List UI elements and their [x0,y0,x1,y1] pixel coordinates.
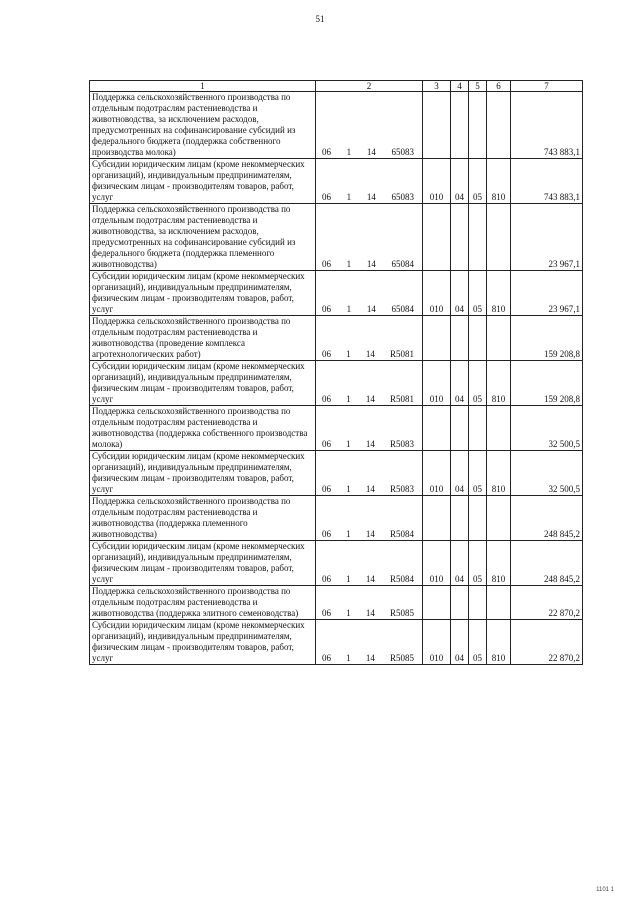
row-c3 [423,92,451,159]
code-part: 14 [365,653,375,663]
row-c6 [487,204,511,271]
code-part: 1 [346,192,352,202]
row-name: Субсидии юридическим лицам (кроме некоммерческих организаций), индивидуальным предпринимателям, физическим лицам - производителям товаров, работ, услуг [90,361,316,406]
row-c4 [451,316,469,361]
table-row [90,204,583,271]
row-c3: 010 [423,541,451,586]
row-c4: 04 [451,361,469,406]
table-row [90,271,583,316]
table-row [90,496,583,541]
code-part: 1 [346,259,352,269]
row-name: Поддержка сельскохозяйственного производства по отдельным подотраслям растениеводства и животноводства, за исключением расходов, предусмотренных на софинансирование субсидий из федерального бюджета (поддержка собственного производства молока) [90,92,316,159]
row-c4 [451,496,469,541]
row-c4 [451,406,469,451]
row-name: Поддержка сельскохозяйственного производства по отдельным подотраслям растениеводства и животноводства (проведение комплекса агротехнологических работ) [90,316,316,361]
code-part: R5085 [389,608,414,618]
code-part: 1 [346,349,351,359]
row-name: Поддержка сельскохозяйственного производства по отдельным подотраслям растениеводства и животноводства (поддержка элитного семеноводства) [90,586,316,620]
row-codes [316,451,423,496]
row-c5 [469,496,487,541]
row-c6: 810 [487,159,511,204]
row-c7: 22 870,2 [511,620,583,665]
row-codes [316,159,423,204]
footer-mark: 1101 1 [596,887,614,893]
table-row [90,361,583,406]
row-name: Субсидии юридическим лицам (кроме некоммерческих организаций), индивидуальным предпринимателям, физическим лицам - производителям товаров, работ, услуг [90,271,316,316]
row-c6: 810 [487,541,511,586]
row-name: Поддержка сельскохозяйственного производства по отдельным подотраслям растениеводства и животноводства, за исключением расходов, предусмотренных на софинансирование субсидий из федерального бюджета (поддержка племенного животноводства) [90,204,316,271]
row-c5: 05 [469,541,487,586]
row-c7: 743 883,1 [511,92,583,159]
row-c4: 04 [451,541,469,586]
code-part: 06 [322,653,331,663]
row-c6: 810 [487,361,511,406]
row-c3: 010 [423,620,451,665]
row-name: Поддержка сельскохозяйственного производства по отдельным подотраслям растениеводства и животноводства (поддержка племенного животноводства) [90,496,316,541]
row-c3 [423,316,451,361]
code-part: 1 [346,394,351,404]
row-name: Субсидии юридическим лицам (кроме некоммерческих организаций), индивидуальным предпринимателям, физическим лицам - производителям товаров, работ, услуг [90,620,316,665]
code-part: R5085 [389,653,414,663]
row-c4 [451,204,469,271]
row-c5: 05 [469,159,487,204]
code-part: 14 [365,439,375,449]
row-c6: 810 [487,620,511,665]
code-part: 14 [366,192,376,202]
code-part: 06 [322,147,331,157]
table-row [90,586,583,620]
header-col-4: 4 [451,81,469,92]
row-c6 [487,92,511,159]
row-c5: 05 [469,620,487,665]
row-c5 [469,406,487,451]
code-part: 14 [366,304,376,314]
code-part: R5081 [389,394,414,404]
header-col-6: 6 [487,81,511,92]
code-part: 1 [346,439,351,449]
row-codes [316,361,423,406]
row-c6: 810 [487,451,511,496]
code-part: 06 [322,304,331,314]
code-part: 65083 [391,192,414,202]
row-c4: 04 [451,159,469,204]
row-c6 [487,496,511,541]
budget-table [89,80,583,665]
row-codes [316,204,423,271]
row-name: Поддержка сельскохозяйственного производства по отдельным подотраслям растениеводства и животноводства (поддержка собственного производства молока) [90,406,316,451]
table-row [90,406,583,451]
row-codes [316,541,423,586]
row-codes [316,316,423,361]
row-c6 [487,406,511,451]
code-part: 06 [322,529,331,539]
code-part: 06 [322,349,331,359]
row-c4 [451,92,469,159]
code-part: 1 [346,653,351,663]
row-c3 [423,406,451,451]
code-part: 14 [365,574,375,584]
code-part: 06 [322,439,331,449]
code-part: 14 [365,484,375,494]
row-c3: 010 [423,451,451,496]
table-row [90,316,583,361]
code-part: R5084 [389,529,414,539]
row-c7: 159 208,8 [511,316,583,361]
row-codes [316,406,423,451]
row-c3: 010 [423,271,451,316]
row-c6 [487,316,511,361]
row-codes [316,586,423,620]
row-name: Субсидии юридическим лицам (кроме некоммерческих организаций), индивидуальным предпринимателям, физическим лицам - производителям товаров, работ, услуг [90,451,316,496]
row-name: Субсидии юридическим лицам (кроме некоммерческих организаций), индивидуальным предпринимателям, физическим лицам - производителям товаров, работ, услуг [90,159,316,204]
row-c7: 22 870,2 [511,586,583,620]
code-part: 06 [322,608,331,618]
row-codes [316,271,423,316]
row-c6 [487,586,511,620]
row-c5 [469,586,487,620]
code-part: 06 [322,394,331,404]
row-c6: 810 [487,271,511,316]
code-part: 14 [366,147,376,157]
row-codes [316,620,423,665]
code-part: 1 [346,608,351,618]
row-c5 [469,316,487,361]
row-c7: 23 967,1 [511,204,583,271]
code-part: R5083 [389,439,414,449]
row-c3: 010 [423,159,451,204]
row-c5 [469,204,487,271]
code-part: 14 [365,529,375,539]
row-c5 [469,92,487,159]
header-col-1: 1 [90,81,316,92]
row-c7: 159 208,8 [511,361,583,406]
code-part: 1 [346,484,351,494]
row-c7: 23 967,1 [511,271,583,316]
table-row [90,451,583,496]
header-col-2: 2 [316,81,423,92]
code-part: 14 [365,394,375,404]
code-part: 06 [322,574,331,584]
page-number: 51 [315,14,325,24]
row-c4 [451,586,469,620]
row-c3 [423,586,451,620]
row-c4: 04 [451,451,469,496]
row-c5: 05 [469,451,487,496]
header-col-7: 7 [511,81,583,92]
row-c7: 743 883,1 [511,159,583,204]
row-c4: 04 [451,620,469,665]
code-part: R5081 [389,349,414,359]
code-part: 06 [322,484,331,494]
table-row [90,541,583,586]
code-part: 1 [346,529,351,539]
row-c3: 010 [423,361,451,406]
code-part: R5083 [389,484,414,494]
code-part: 1 [346,304,352,314]
table-row [90,159,583,204]
row-c7: 32 500,5 [511,451,583,496]
header-row [90,81,583,92]
code-part: 1 [346,147,352,157]
code-part: 14 [365,349,375,359]
code-part: 65083 [391,147,414,157]
table-row [90,92,583,159]
row-name: Субсидии юридическим лицам (кроме некоммерческих организаций), индивидуальным предпринимателям, физическим лицам - производителям товаров, работ, услуг [90,541,316,586]
row-c3 [423,204,451,271]
row-c7: 248 845,2 [511,496,583,541]
code-part: 14 [366,259,376,269]
table-row [90,620,583,665]
row-c7: 248 845,2 [511,541,583,586]
code-part: 06 [322,192,331,202]
header-col-5: 5 [469,81,487,92]
code-part: 06 [322,259,331,269]
code-part: 1 [346,574,351,584]
row-codes [316,496,423,541]
code-part: 65084 [391,259,414,269]
code-part: 14 [365,608,375,618]
row-c4: 04 [451,271,469,316]
header-col-3: 3 [423,81,451,92]
code-part: R5084 [389,574,414,584]
row-c5: 05 [469,361,487,406]
row-c3 [423,496,451,541]
code-part: 65084 [391,304,414,314]
row-codes [316,92,423,159]
row-c5: 05 [469,271,487,316]
row-c7: 32 500,5 [511,406,583,451]
